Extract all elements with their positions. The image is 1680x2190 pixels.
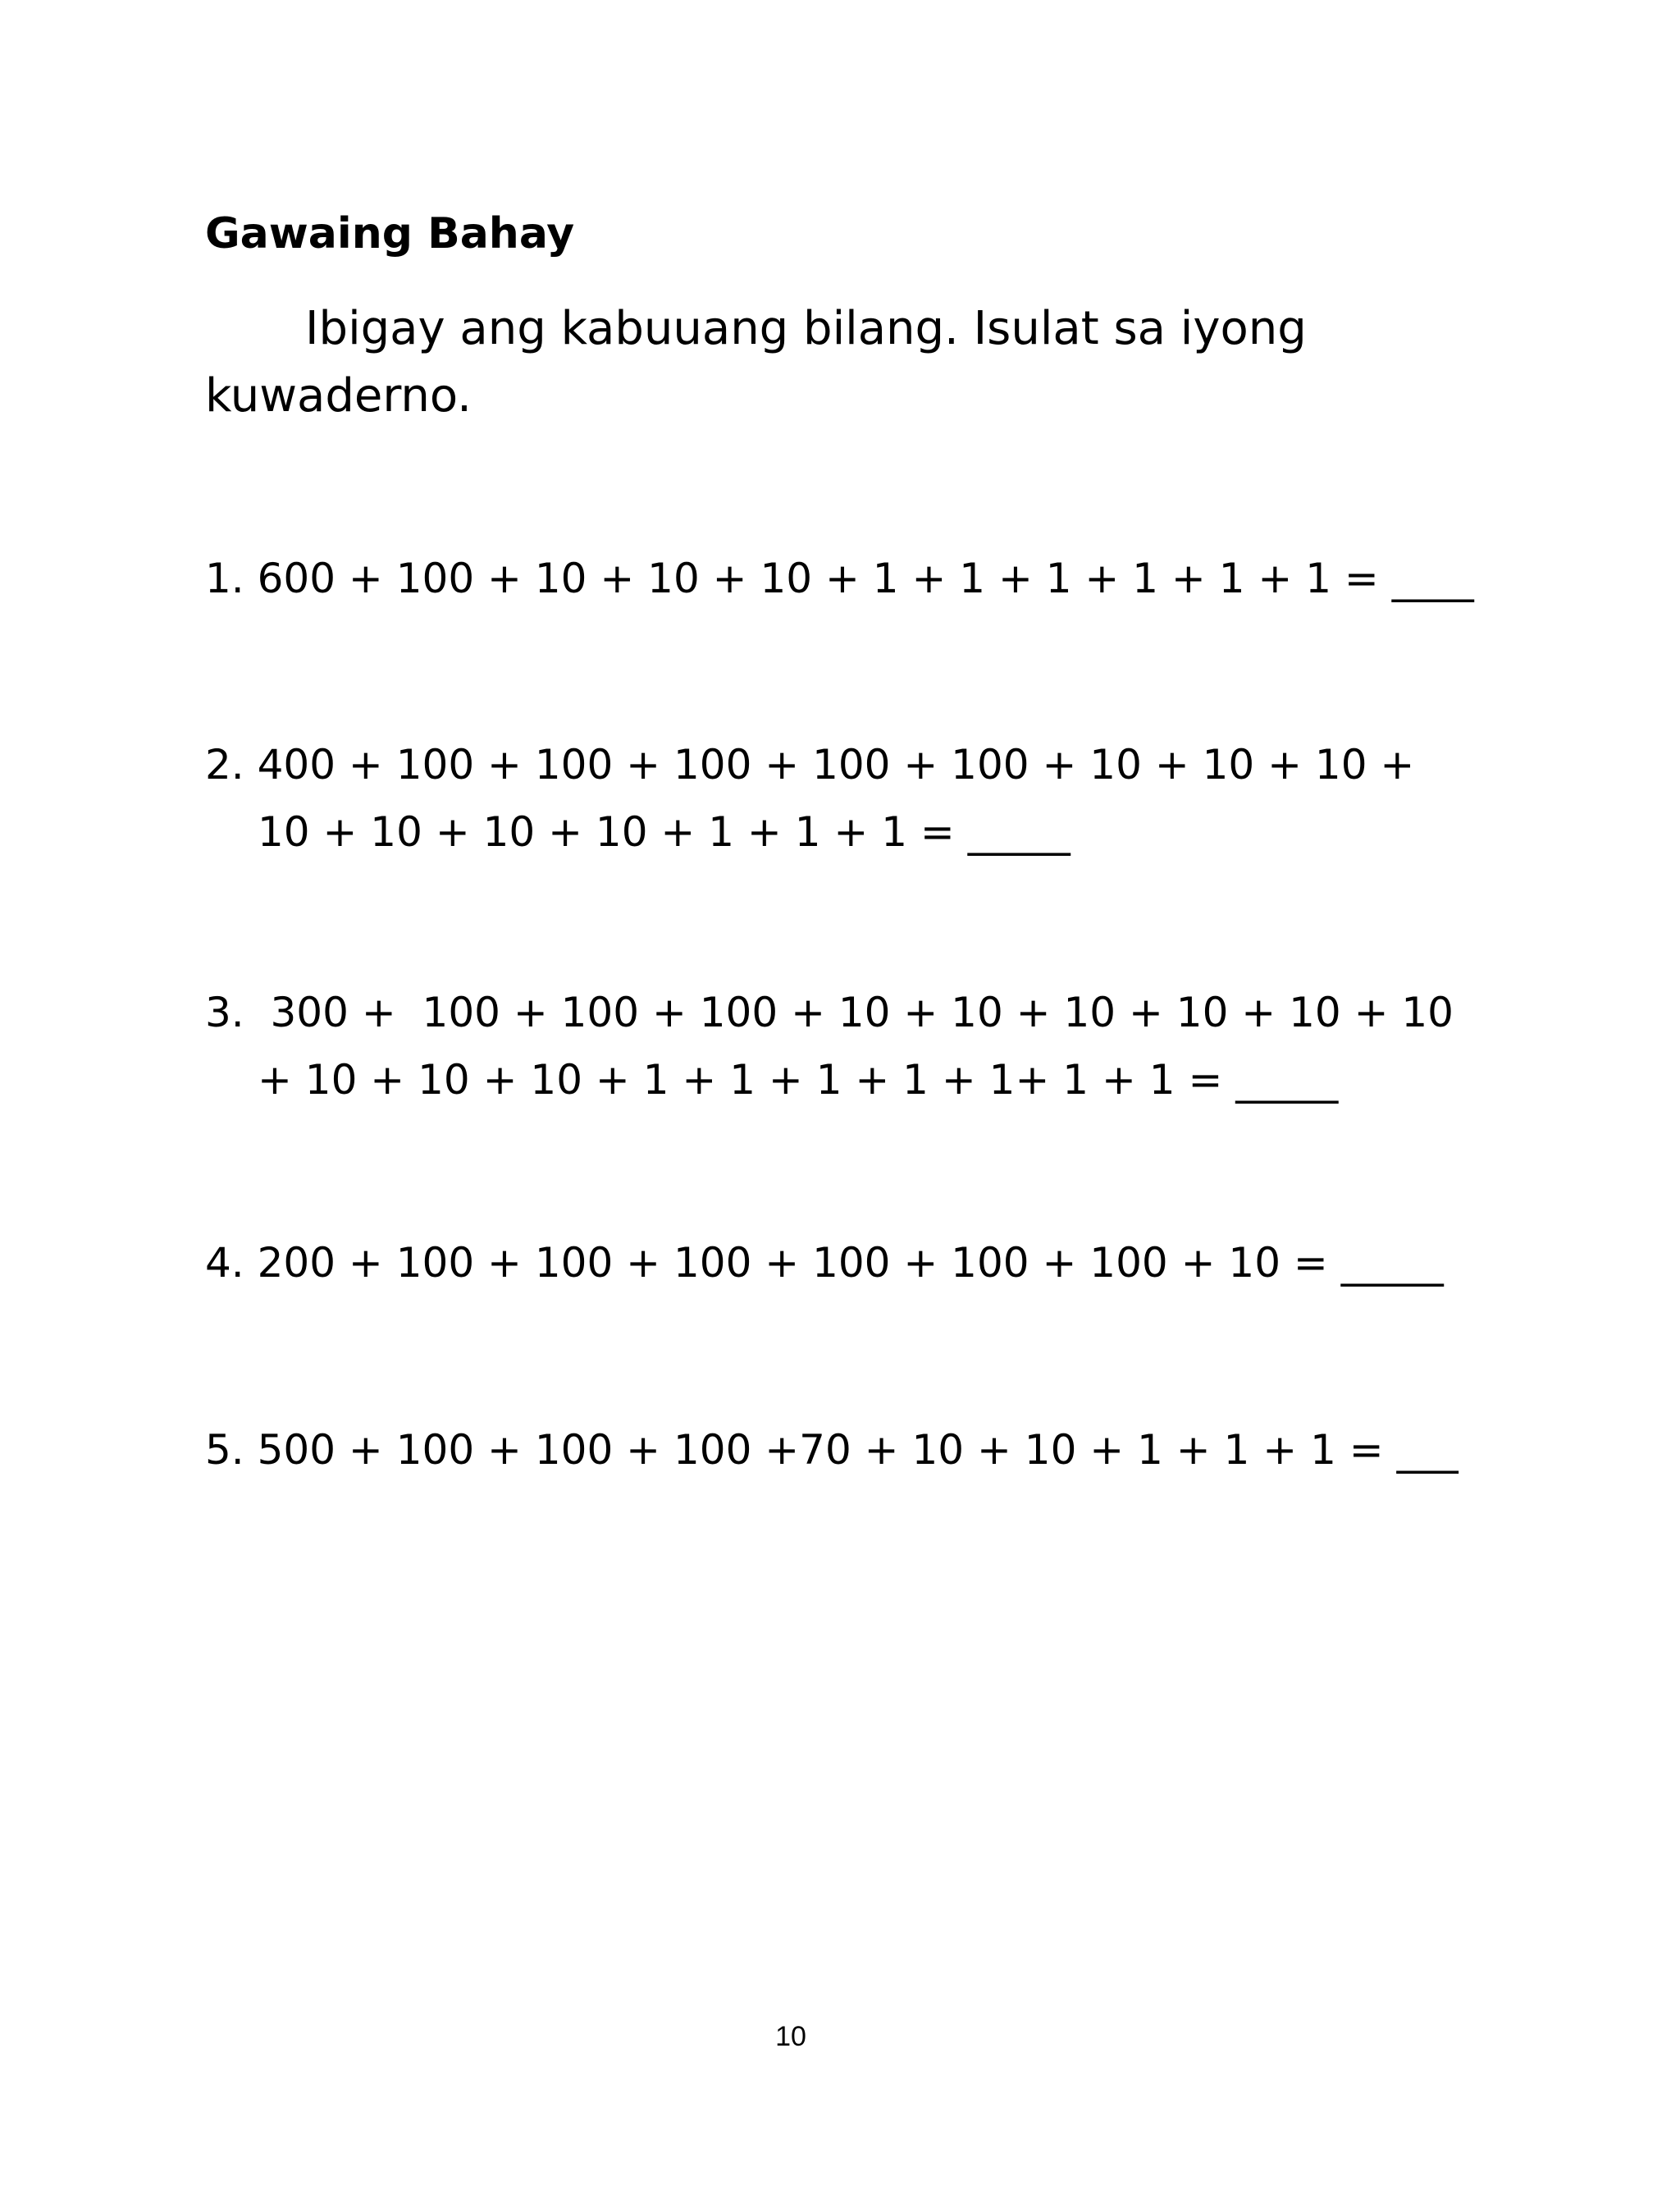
instruction-paragraph: [205, 295, 1354, 430]
instruction-text: Ibigay ang kabuuang bilang. Isulat sa iyong kuwaderno.: [205, 302, 1307, 423]
exercise-line-continuation: + 10 + 10 + 10 + 1 + 1 + 1 + 1 + 1+ 1 + 1 = _____: [258, 1056, 1339, 1104]
page-title: Gawaing Bahay: [205, 209, 575, 258]
page-number: 10: [775, 2021, 806, 2052]
exercise-line: 5. 500 + 100 + 100 + 100 +70 + 10 + 10 + 1 + 1 + 1 = ___: [205, 1426, 1459, 1474]
exercise-line: 1. 600 + 100 + 10 + 10 + 10 + 1 + 1 + 1 + 1 + 1 + 1 = ____: [205, 555, 1474, 602]
exercise-item-5: [205, 1416, 1459, 1484]
exercise-item-4: [205, 1229, 1444, 1296]
exercise-line-continuation: 10 + 10 + 10 + 10 + 1 + 1 + 1 = _____: [258, 808, 1071, 856]
exercise-item-2: [205, 731, 1414, 866]
exercise-line: 3. 300 + 100 + 100 + 100 + 10 + 10 + 10 + 10 + 10 + 10: [205, 989, 1454, 1036]
exercise-item-1: [205, 545, 1474, 612]
exercise-item-3: [205, 979, 1454, 1113]
exercise-line: 2. 400 + 100 + 100 + 100 + 100 + 100 + 10 + 10 + 10 +: [205, 741, 1415, 789]
exercise-line: 4. 200 + 100 + 100 + 100 + 100 + 100 + 100 + 10 = _____: [205, 1239, 1444, 1287]
